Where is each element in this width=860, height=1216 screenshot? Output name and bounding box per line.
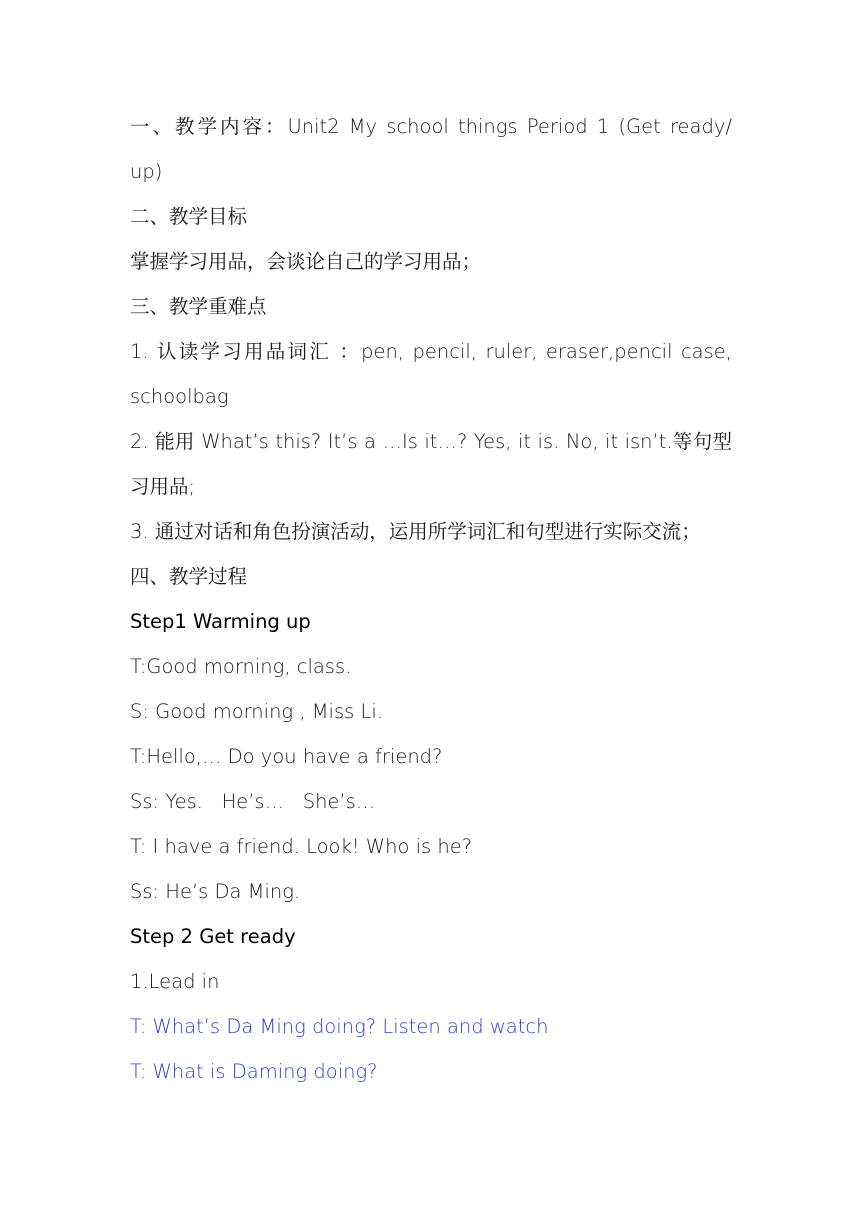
highlighted-dialogue-line: T: What’s Da Ming doing? Listen and watch — [130, 1015, 549, 1038]
lesson-content-heading-continued: up) — [130, 160, 163, 183]
lesson-content-heading: 一、教学内容：Unit2 My school things Period 1 (Get ready/ — [130, 115, 732, 138]
key-point-1-continued: schoolbag — [130, 385, 229, 408]
lead-in-label: 1.Lead in — [130, 970, 220, 993]
dialogue-line: S: Good morning , Miss Li. — [130, 700, 383, 723]
dialogue-line: T: I have a friend. Look! Who is he? — [130, 835, 473, 858]
key-points-heading: 三、教学重难点 — [130, 295, 267, 318]
key-point-3: 3. 通过对话和角色扮演活动，运用所学词汇和句型进行实际交流； — [130, 520, 701, 543]
key-point-1: 1. 认读学习用品词汇 ：pen, pencil, ruler, eraser,pencil case, — [130, 340, 732, 363]
objectives-heading: 二、教学目标 — [130, 205, 248, 228]
dialogue-line: T:Good morning, class. — [130, 655, 352, 678]
step-1-heading: Step1 Warming up — [130, 610, 311, 633]
dialogue-line: Ss: He’s Da Ming. — [130, 880, 301, 903]
objective-item: 掌握学习用品，会谈论自己的学习用品； — [130, 250, 482, 273]
dialogue-line: T:Hello,… Do you have a friend? — [130, 745, 443, 768]
highlighted-dialogue-line: T: What is Daming doing? — [130, 1060, 378, 1083]
key-point-2: 2. 能用 What’s this? It’s a …Is it…? Yes, it is. No, it isn’t.等句型 — [130, 430, 732, 453]
dialogue-line: Ss: Yes. He’s… She’s… — [130, 790, 376, 813]
key-point-2-continued: 习用品; — [130, 475, 196, 498]
document-page — [130, 104, 732, 1094]
step-2-heading: Step 2 Get ready — [130, 925, 296, 948]
teaching-process-heading: 四、教学过程 — [130, 565, 248, 588]
